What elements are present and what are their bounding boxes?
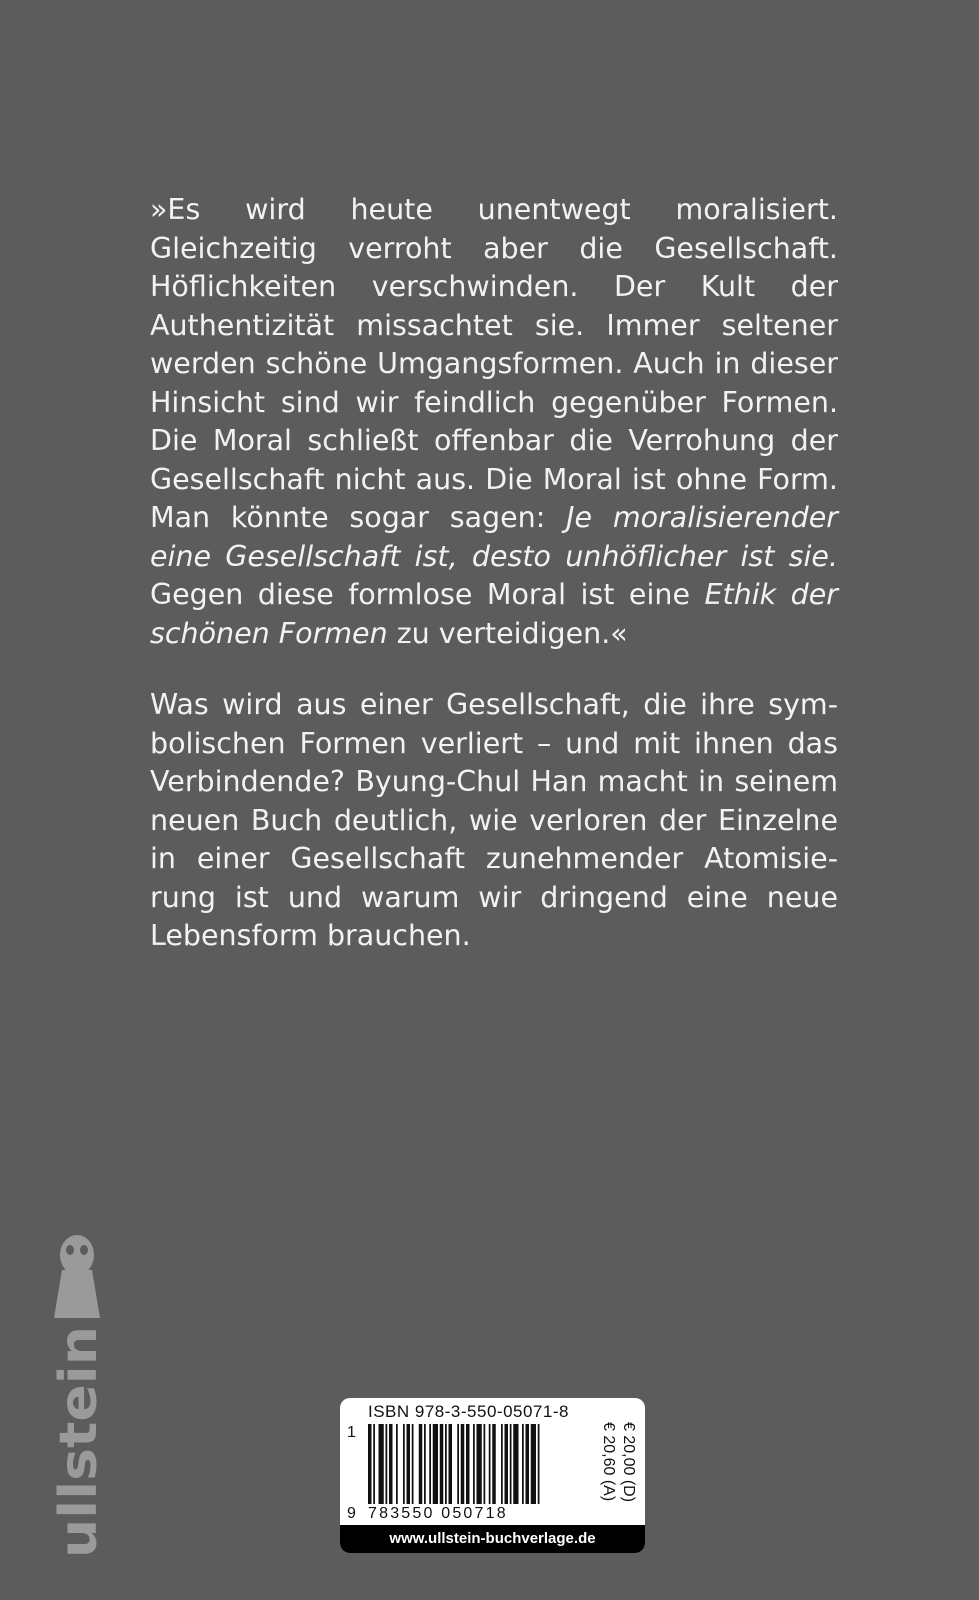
quote-text-3: zu verteidigen.« (387, 616, 628, 650)
barcode-bars (368, 1424, 592, 1510)
publisher-url: www.ullstein-buchverlage.de (340, 1525, 645, 1553)
price-block (594, 1422, 638, 1526)
price-germany: € 20,00 (D) (620, 1422, 637, 1503)
quote-text-2: Gegen diese formlose Moral ist eine (150, 578, 705, 611)
ullstein-logo (42, 1230, 112, 1560)
quote-paragraph (150, 191, 838, 653)
isbn-number: ISBN 978-3-550-05071-8 (368, 1402, 569, 1421)
quote-text-1: »Es wird heute unentwegt moralisiert. Gleichzeitig verroht aber die Gesellschaft. Höflichkeiten verschwinden. Der Kult der Authentizität missachtet sie. Immer seltener werden schöne Umgangsformen. Auch in dieser Hinsicht sind wir feindlich gegenüber Formen. Die Moral schließt offenbar die Verrohung der Gesellschaft nicht aus. Die Moral ist ohne Form. Man könnte sogar sagen: (150, 193, 838, 534)
barcode-digit-top: 1 (347, 1424, 356, 1441)
quote-italic-1: Je moralisierender eine Gesellschaft ist, desto unhöflicher ist sie. (150, 501, 838, 573)
barcode-digits: 783550 050718 (368, 1505, 508, 1522)
price-austria: € 20,60 (A) (600, 1422, 617, 1502)
owl-icon (54, 1235, 100, 1318)
barcode-label (340, 1398, 645, 1553)
quote-italic-2: Ethik der schönen Formen (150, 578, 838, 650)
logo-wordmark: ullstein (49, 1339, 109, 1558)
barcode-digit-bottom: 9 (347, 1505, 356, 1522)
description-paragraph: Was wird aus einer Gesellschaft, die ihre symbolischen Formen verliert – und mit ihnen das Verbindende? Byung-Chul Han macht in seinem neuen Buch deutlich, wie verloren der Einzelne in einer Gesellschaft zunehmender Atomisierung ist und warum wir dringend eine neue Lebensform brauchen. (150, 688, 838, 952)
